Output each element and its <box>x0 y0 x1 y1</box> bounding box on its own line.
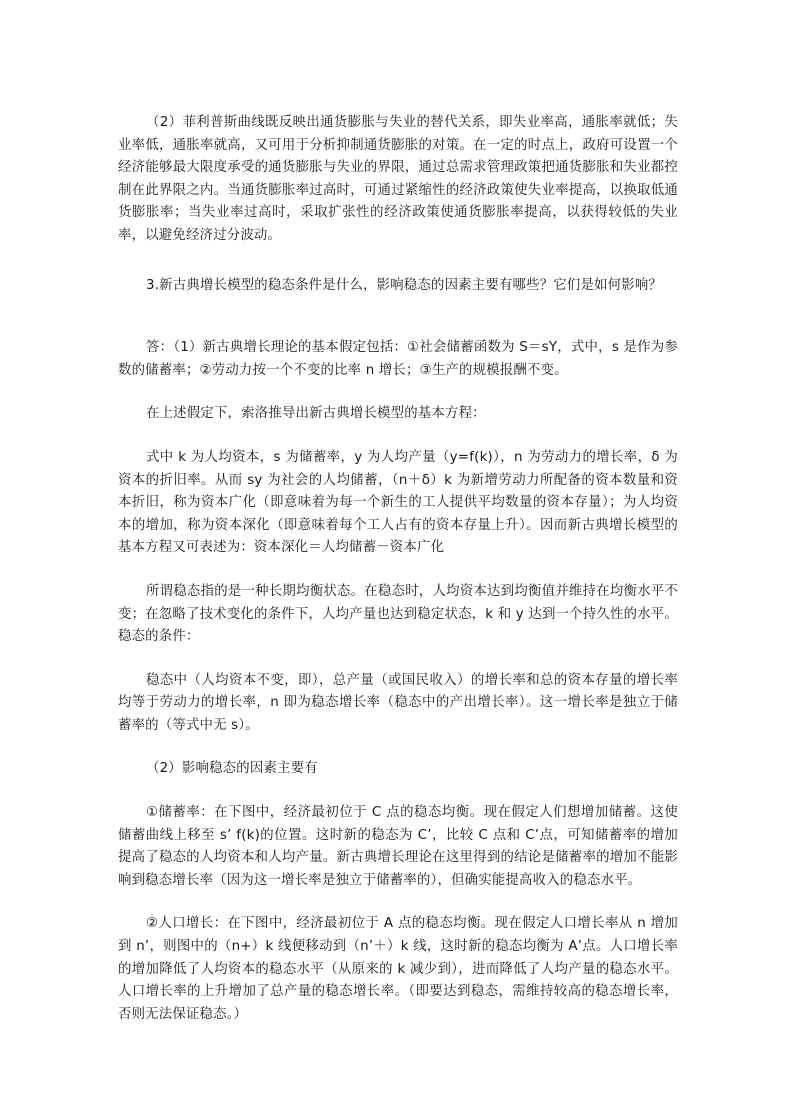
paragraph-phillips-curve: （2）菲利普斯曲线既反映出通货膨胀与失业的替代关系，即失业率高，通胀率就低；失业率低，通胀率就高，又可用于分析抑制通货膨胀的对策。在一定的时点上，政府可设置一个经济能够最大限度承受的通货膨胀与失业的界限，通过总需求管理政策把通货膨胀和失业都控制在此界限之内。当通货膨胀率过高时，可通过紧缩性的经济政策使失业率提高，以换取低通货膨胀率；当失业率过高时，采取扩张性的经济政策使通货膨胀率提高，以获得较低的失业率，以避免经济过分波动。 <box>118 115 678 243</box>
question-3: 3.新古典增长模型的稳态条件是什么，影响稳态的因素主要有哪些？它们是如何影响？ <box>146 277 663 293</box>
paragraph-population-growth: ②人口增长：在下图中，经济最初位于 A 点的稳态均衡。现在假定人口增长率从 n 增加到 n’，则图中的（n+）k 线便移动到（n’＋）k 线，这时新的稳态均衡为 A’点。人口增长率的增加降低了人均资本的稳态水平（从原来的 k 减少到），进而降低了人均产量的稳态水平。人口增长率的上升增加了总产量的稳态增长率。（即要达到稳态，需维持较高的稳态增长率，否则无法保证稳态。） <box>118 916 678 1022</box>
paragraph-savings-rate: ①储蓄率：在下图中，经济最初位于 C 点的稳态均衡。现在假定人们想增加储蓄。这使储蓄曲线上移至 s’ f(k)的位置。这时新的稳态为 C’，比较 C 点和 C’点，可知储蓄率的增加提高了稳态的人均资本和人均产量。新古典增长理论在这里得到的结论是储蓄率的增加不能影响到稳态增长率（因为这一增长率是独立于储蓄率的），但确实能提高收入的稳态水平。 <box>118 805 678 888</box>
paragraph-answer-assumptions: 答：（1）新古典增长理论的基本假定包括：①社会储蓄函数为 S＝sY，式中，s 是作为参数的储蓄率；②劳动力按一个不变的比率 n 增长；③生产的规模报酬不变。 <box>118 340 678 378</box>
document-body <box>118 112 678 1026</box>
paragraph-solow-equation-intro: 在上述假定下，索洛推导出新古典增长模型的基本方程： <box>146 406 486 422</box>
paragraph-factors-heading: （2）影响稳态的因素主要有 <box>146 761 318 777</box>
paragraph-steady-state-condition: 稳态中（人均资本不变，即），总产量（或国民收入）的增长率和总的资本存量的增长率均等于劳动力的增长率，n 即为稳态增长率（稳态中的产出增长率）。这一增长率是独立于储蓄率的（等式中无 s）。 <box>118 672 678 733</box>
paragraph-steady-state-definition: 所谓稳态指的是一种长期均衡状态。在稳态时，人均资本达到均衡值并维持在均衡水平不变；在忽略了技术变化的条件下，人均产量也达到稳定状态，k 和 y 达到一个持久性的水平。稳态的条件： <box>118 583 678 645</box>
paragraph-variable-definitions: 式中 k 为人均资本，s 为储蓄率，y 为人均产量（y=f(k)），n 为劳动力的增长率，δ 为资本的折旧率。从而 sy 为社会的人均储蓄，（n＋δ）k 为新增劳动力所配备的资本数量和资本折旧，称为资本广化（即意味着为每一个新生的工人提供平均数量的资本存量）；为人均资本的增加，称为资本深化（即意味着每个工人占有的资本存量上升）。因而新古典增长模型的基本方程又可表述为：资本深化＝人均储蓄－资本广化 <box>118 449 678 556</box>
